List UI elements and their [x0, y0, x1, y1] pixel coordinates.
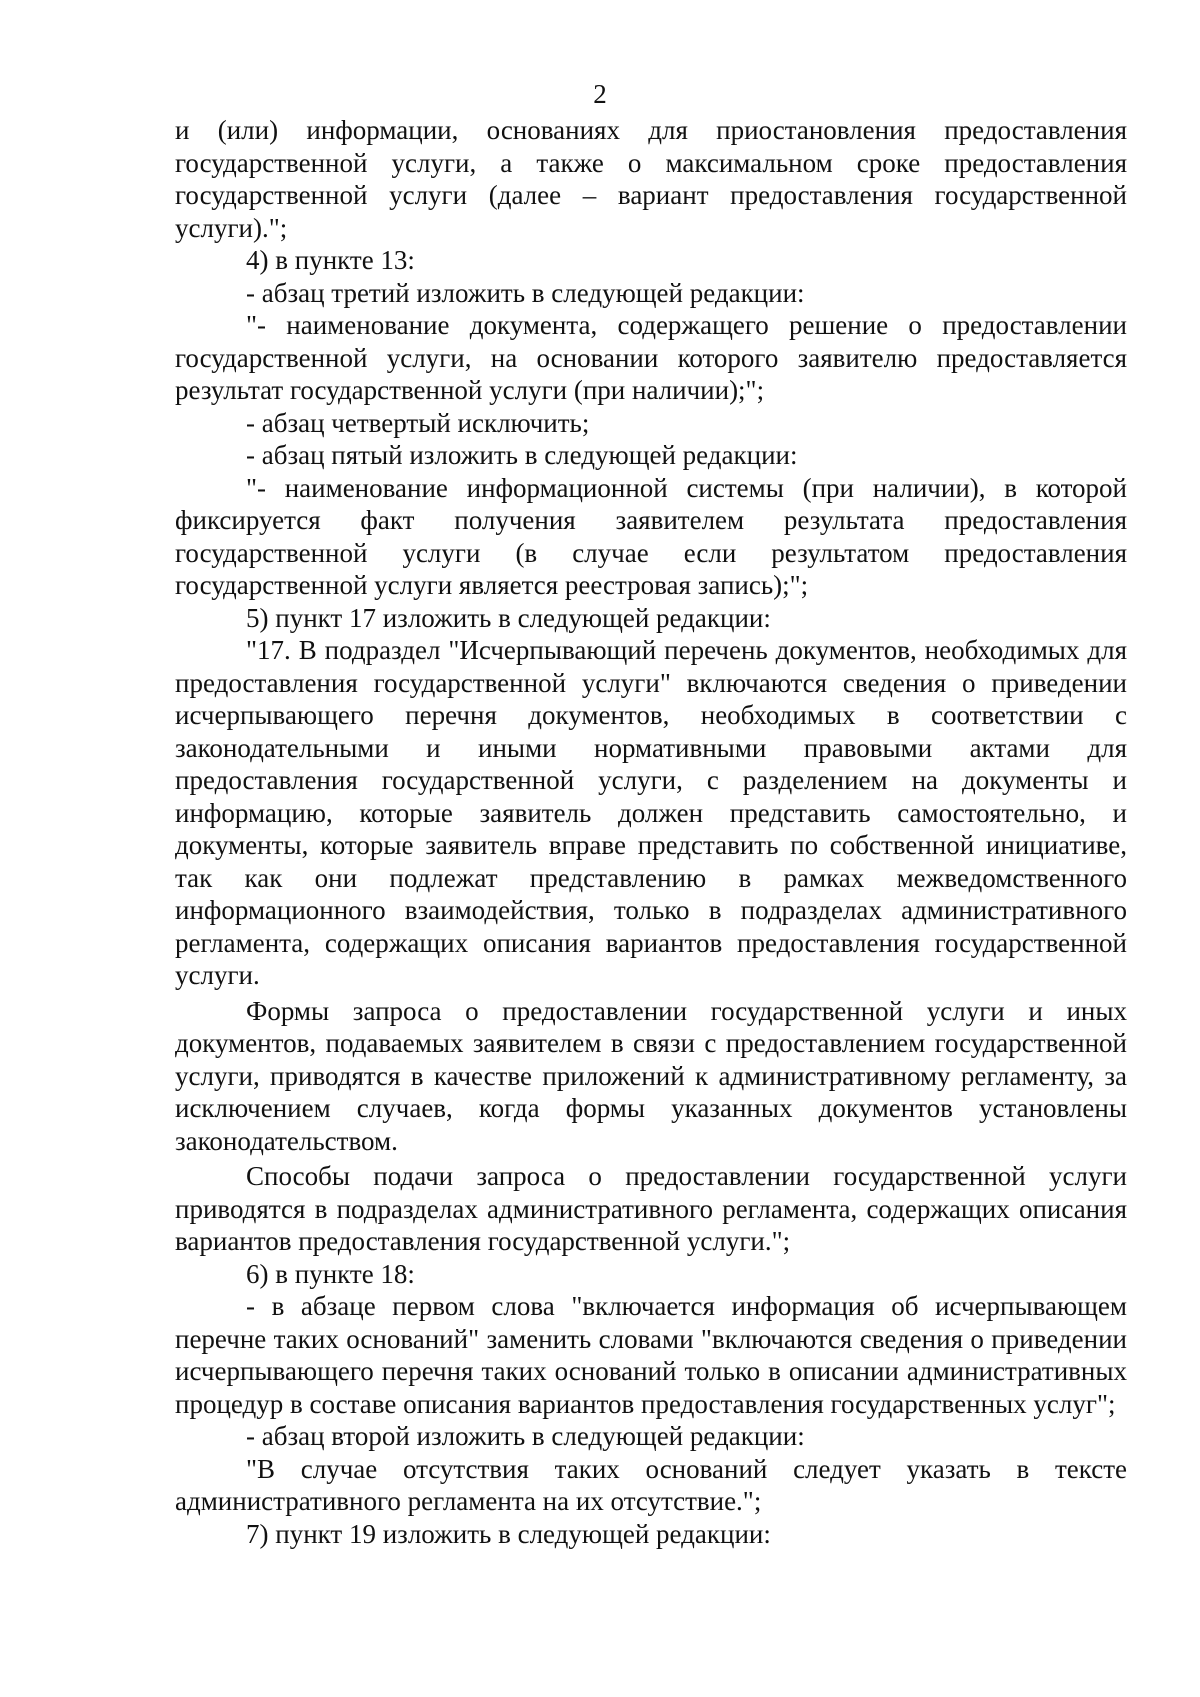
paragraph-abzac-5: - абзац пятый изложить в следующей редакции: — [246, 440, 798, 470]
paragraph-absence: "В случае отсутствия таких оснований следует указать в тексте административного регламента на их отсутствие."; — [175, 1453, 1127, 1516]
page-number: 2 — [593, 79, 607, 109]
paragraph-abzac-1: - в абзаце первом слова "включается информация об исчерпывающем перечне таких оснований" заменить словами "включаются сведения о приведении исчерпывающего перечня таких оснований только в описании административных процедур в составе описания вариантов предоставления государственных услуг"; — [175, 1291, 1127, 1419]
paragraph-item-7: 7) пункт 19 изложить в следующей редакции: — [246, 1518, 771, 1549]
paragraph-abzac-4: - абзац четвертый исключить; — [246, 407, 590, 438]
paragraph-item-4: 4) в пункте 13: — [246, 245, 415, 275]
paragraph-item-5: 5) пункт 17 изложить в следующей редакции: — [246, 602, 771, 633]
paragraph-methods: Способы подачи запроса о предоставлении государственной услуги приводятся в подразделах административного регламента, содержащих описания вариантов предоставления государственной услуги."; — [175, 1161, 1127, 1256]
paragraph-point-17: "17. В подраздел "Исчерпывающий перечень документов, необходимых для предоставления государственной услуги" включаются сведения о приведении исчерпывающего перечня документов, необходимых в соответствии с законодательными и иными нормативными правовыми актами для предоставления государственной услуги, с разделением на документы и информацию, которые заявитель должен представить самостоятельно, и документы, которые заявитель вправе представить по собственной инициативе, так как они подлежат представлению в рамках межведомственного информационного взаимодействия, только в подразделах административного регламента, содержащих описания вариантов предоставления государственной услуги. — [175, 635, 1127, 990]
paragraph-abzac-2: - абзац второй изложить в следующей редакции: — [246, 1421, 805, 1451]
document-body — [175, 114, 1127, 1550]
paragraph-forms: Формы запроса о предоставлении государственной услуги и иных документов, подаваемых заявителем в связи с предоставлением государственной услуги, приводятся в качестве приложений к административному регламенту, за исключением случаев, когда формы указанных документов установлены законодательством. — [175, 995, 1127, 1156]
paragraph-document-name: "- наименование документа, содержащего решение о предоставлении государственной услуги, на основании которого заявителю предоставляется результат государственной услуги (при наличии);"; — [175, 310, 1127, 405]
paragraph-abzac-3: - абзац третий изложить в следующей редакции: — [246, 277, 805, 308]
paragraph-item-6: 6) в пункте 18: — [246, 1258, 415, 1289]
paragraph-info-system: "- наименование информационной системы (при наличии), в которой фиксируется факт получения заявителем результата предоставления государственной услуги (в случае если результатом предоставления государственной услуги является реестровая запись);"; — [175, 472, 1127, 600]
paragraph-continuation: и (или) информации, основаниях для приостановления предоставления государственной услуги, а также о максимальном сроке предоставления государственной услуги (далее – вариант предоставления государственной услуги)."; — [175, 115, 1127, 243]
